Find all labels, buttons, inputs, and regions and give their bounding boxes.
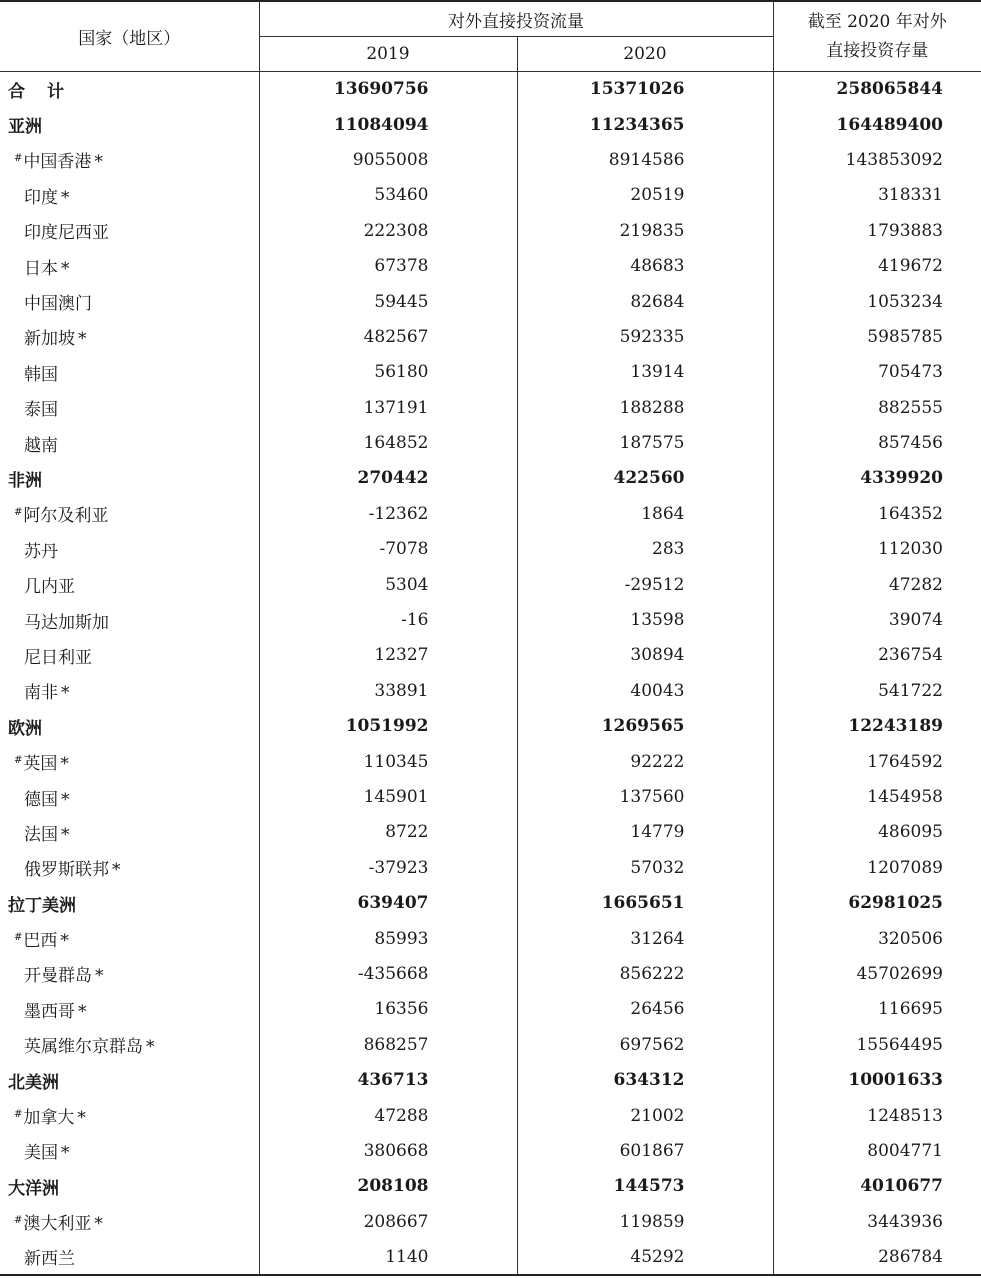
country-name-cell — [0, 744, 259, 779]
stock-value-cell: 112030 — [878, 539, 943, 560]
table-row — [0, 815, 981, 850]
value-2019-cell: 380668 — [259, 1133, 517, 1168]
table-row — [0, 638, 981, 673]
star-mark: * — [61, 1143, 70, 1164]
stock-value-cell: 45702699 — [856, 963, 943, 984]
country-name: 亚洲 — [8, 117, 42, 138]
stock-value-cell: 4010677 — [860, 1176, 943, 1197]
stock-value-cell: 12243189 — [848, 716, 943, 737]
star-mark: * — [61, 258, 70, 279]
value-2020-cell: 8914586 — [517, 142, 773, 177]
table-row — [0, 1098, 981, 1133]
value-2020-cell: 13914 — [517, 355, 773, 390]
country-name-cell — [0, 1169, 259, 1204]
hash-mark: # — [14, 153, 23, 165]
value-2019-cell: 270442 — [259, 461, 517, 496]
country-name: 印度尼西亚 — [24, 223, 109, 244]
country-name-cell — [0, 72, 259, 107]
value-2020-cell: 697562 — [517, 1027, 773, 1062]
country-name-cell — [0, 425, 259, 460]
value-2020-cell: 40043 — [517, 673, 773, 708]
value-2020-cell: 119859 — [517, 1204, 773, 1239]
table-row — [0, 673, 981, 708]
country-name: 英国 — [23, 754, 58, 775]
country-name: 欧洲 — [8, 718, 42, 739]
table-row — [0, 319, 981, 354]
country-name-cell — [0, 1062, 259, 1097]
table-row — [0, 72, 981, 107]
country-name: 加拿大 — [23, 1108, 75, 1129]
value-2019-cell: -12362 — [259, 496, 517, 531]
country-name: 马达加斯加 — [24, 612, 109, 633]
hash-mark: # — [14, 932, 23, 944]
value-2019-cell: 145901 — [259, 779, 517, 814]
country-name: 合计 — [8, 81, 86, 102]
stock-value-cell: 8004771 — [867, 1140, 943, 1161]
country-name-cell — [0, 1098, 259, 1133]
value-2020-cell: 1665651 — [517, 885, 773, 920]
country-name-cell — [0, 178, 259, 213]
value-2020-cell: 188288 — [517, 390, 773, 425]
country-name: 英属维尔京群岛 — [24, 1037, 143, 1058]
stock-value-cell: 3443936 — [867, 1211, 943, 1232]
country-name: 阿尔及利亚 — [23, 506, 109, 527]
star-mark: * — [78, 329, 87, 350]
country-name-cell — [0, 567, 259, 602]
stock-value-cell: 1053234 — [867, 291, 943, 312]
value-2020-cell: 21002 — [517, 1098, 773, 1133]
country-name: 德国 — [24, 789, 58, 810]
country-name: 韩国 — [24, 364, 58, 385]
value-2019-cell: -16 — [259, 602, 517, 637]
value-2020-cell: 45292 — [517, 1239, 773, 1274]
country-name: 日本 — [24, 258, 58, 279]
country-name-cell — [0, 885, 259, 920]
value-2019-cell: 8722 — [259, 815, 517, 850]
country-name-cell — [0, 319, 259, 354]
country-name-cell — [0, 142, 259, 177]
stock-value-cell: 486095 — [878, 822, 943, 843]
value-2019-cell: 85993 — [259, 921, 517, 956]
value-2020-cell: 57032 — [517, 850, 773, 885]
star-mark: * — [61, 824, 70, 845]
star-mark: * — [61, 187, 70, 208]
country-name: 澳大利亚 — [23, 1214, 92, 1235]
value-2019-cell: 12327 — [259, 638, 517, 673]
table-row — [0, 709, 981, 744]
country-name: 墨西哥 — [24, 1001, 75, 1022]
star-mark: * — [61, 683, 70, 704]
stock-value-cell: 164352 — [878, 503, 943, 524]
country-name-cell — [0, 638, 259, 673]
table-row — [0, 992, 981, 1027]
stock-value-cell: 164489400 — [836, 114, 943, 135]
stock-value-cell: 318331 — [878, 185, 943, 206]
value-2020-cell: 856222 — [517, 956, 773, 991]
stock-value-cell: 1454958 — [867, 787, 943, 807]
star-mark: * — [78, 1001, 87, 1022]
country-name-cell — [0, 921, 259, 956]
stock-header-line2: 直接投资存量 — [826, 40, 929, 61]
country-name: 巴西 — [23, 931, 58, 952]
table-row — [0, 1133, 981, 1168]
stock-value-cell: 1207089 — [867, 857, 943, 878]
table-body — [0, 72, 981, 1275]
value-2019-cell: 9055008 — [259, 142, 517, 177]
stock-value-cell: 236754 — [878, 645, 943, 666]
country-name-cell — [0, 355, 259, 390]
stock-value-cell: 143853092 — [845, 149, 943, 170]
stock-value-cell: 1248513 — [867, 1105, 943, 1126]
stock-value-cell: 882555 — [878, 397, 943, 418]
star-mark: * — [60, 931, 69, 952]
value-2020-cell: 14779 — [517, 815, 773, 850]
value-2019-cell: 208667 — [259, 1204, 517, 1239]
country-name-cell — [0, 709, 259, 744]
stock-value-cell: 258065844 — [836, 79, 943, 100]
table-row — [0, 602, 981, 637]
star-mark: * — [146, 1037, 155, 1058]
country-name-cell — [0, 992, 259, 1027]
country-name: 北美洲 — [8, 1072, 59, 1093]
year-2019-header: 2019 — [259, 37, 517, 72]
stock-column-header — [773, 1, 981, 72]
stock-value-cell: 857456 — [878, 433, 943, 454]
country-name: 泰国 — [24, 400, 58, 421]
country-name: 法国 — [24, 824, 58, 845]
value-2020-cell: 13598 — [517, 602, 773, 637]
value-2019-cell: 16356 — [259, 992, 517, 1027]
table-row — [0, 284, 981, 319]
stock-header-line1: 截至 2020 年对外 — [807, 11, 947, 32]
value-2020-cell: 82684 — [517, 284, 773, 319]
hash-mark: # — [14, 507, 23, 519]
country-name: 苏丹 — [24, 541, 58, 562]
value-2020-cell: -29512 — [517, 567, 773, 602]
country-name: 中国香港 — [23, 152, 92, 173]
country-name: 美国 — [24, 1143, 58, 1164]
country-name: 南非 — [24, 683, 58, 704]
star-mark: * — [60, 754, 69, 775]
value-2020-cell: 20519 — [517, 178, 773, 213]
country-name-cell — [0, 779, 259, 814]
value-2020-cell: 15371026 — [517, 72, 773, 107]
value-2019-cell: 5304 — [259, 567, 517, 602]
value-2019-cell: 53460 — [259, 178, 517, 213]
country-name-cell — [0, 673, 259, 708]
country-column-header: 国家（地区） — [0, 1, 259, 72]
hash-mark: # — [14, 755, 23, 767]
country-name-cell — [0, 850, 259, 885]
country-name-cell — [0, 496, 259, 531]
country-name-cell — [0, 1204, 259, 1239]
value-2019-cell: 33891 — [259, 673, 517, 708]
table-row — [0, 425, 981, 460]
stock-value-cell: 15564495 — [856, 1034, 943, 1055]
stock-value-cell: 320506 — [878, 928, 943, 949]
country-name-cell — [0, 213, 259, 248]
year-2020-header: 2020 — [517, 37, 773, 72]
star-mark: * — [94, 152, 103, 173]
stock-value-cell: 62981025 — [848, 893, 943, 914]
stock-value-cell: 47282 — [888, 574, 943, 595]
stock-value-cell: 286784 — [878, 1246, 943, 1267]
value-2020-cell: 137560 — [517, 779, 773, 814]
value-2020-cell: 31264 — [517, 921, 773, 956]
value-2019-cell: 1051992 — [259, 709, 517, 744]
value-2019-cell: 59445 — [259, 284, 517, 319]
country-name: 大洋洲 — [8, 1178, 59, 1199]
stock-value-cell: 705473 — [878, 362, 943, 383]
country-name-cell — [0, 1239, 259, 1274]
star-mark: * — [112, 860, 121, 881]
value-2019-cell: 482567 — [259, 319, 517, 354]
country-name-cell — [0, 107, 259, 142]
star-mark: * — [95, 966, 104, 987]
country-name-cell — [0, 390, 259, 425]
value-2019-cell: 1140 — [259, 1239, 517, 1274]
country-name: 尼日利亚 — [24, 647, 92, 668]
country-name-cell — [0, 1027, 259, 1062]
country-name-cell — [0, 602, 259, 637]
stock-value-cell: 116695 — [878, 999, 943, 1020]
value-2020-cell: 26456 — [517, 992, 773, 1027]
value-2020-cell: 30894 — [517, 638, 773, 673]
table-row — [0, 248, 981, 283]
value-2020-cell: 634312 — [517, 1062, 773, 1097]
stock-value-cell: 5985785 — [867, 326, 943, 347]
country-name-cell — [0, 815, 259, 850]
table-row — [0, 461, 981, 496]
table-row — [0, 178, 981, 213]
table-row — [0, 1204, 981, 1239]
value-2019-cell: 868257 — [259, 1027, 517, 1062]
value-2020-cell: 601867 — [517, 1133, 773, 1168]
hash-mark: # — [14, 1109, 23, 1121]
value-2019-cell: 137191 — [259, 390, 517, 425]
value-2019-cell: -37923 — [259, 850, 517, 885]
country-name-cell — [0, 1133, 259, 1168]
country-name-cell — [0, 461, 259, 496]
value-2019-cell: -435668 — [259, 956, 517, 991]
value-2020-cell: 1864 — [517, 496, 773, 531]
country-name: 非洲 — [8, 470, 42, 491]
table-row — [0, 107, 981, 142]
table-row — [0, 1239, 981, 1274]
country-name: 印度 — [24, 187, 58, 208]
table-row — [0, 1027, 981, 1062]
value-2020-cell: 92222 — [517, 744, 773, 779]
value-2019-cell: 222308 — [259, 213, 517, 248]
stock-value-cell: 39074 — [888, 610, 943, 631]
country-name: 新加坡 — [24, 329, 75, 350]
country-name: 中国澳门 — [24, 294, 92, 315]
stock-value-cell: 419672 — [878, 256, 943, 277]
table-row — [0, 213, 981, 248]
value-2019-cell: -7078 — [259, 532, 517, 567]
value-2019-cell: 639407 — [259, 885, 517, 920]
value-2020-cell: 144573 — [517, 1169, 773, 1204]
value-2020-cell: 219835 — [517, 213, 773, 248]
table-row — [0, 1169, 981, 1204]
value-2019-cell: 67378 — [259, 248, 517, 283]
table-row — [0, 496, 981, 531]
table-row — [0, 744, 981, 779]
star-mark: * — [77, 1108, 86, 1129]
stock-value-cell: 4339920 — [860, 468, 943, 489]
value-2020-cell: 187575 — [517, 425, 773, 460]
value-2019-cell: 110345 — [259, 744, 517, 779]
value-2019-cell: 11084094 — [259, 107, 517, 142]
country-name: 越南 — [24, 435, 58, 456]
value-2020-cell: 11234365 — [517, 107, 773, 142]
table-row — [0, 921, 981, 956]
stock-value-cell: 1793883 — [867, 220, 943, 241]
table-row — [0, 1062, 981, 1097]
table-row — [0, 956, 981, 991]
star-mark: * — [61, 789, 70, 810]
table-row — [0, 567, 981, 602]
country-name: 几内亚 — [24, 577, 75, 598]
value-2019-cell: 208108 — [259, 1169, 517, 1204]
country-name: 拉丁美洲 — [8, 895, 76, 916]
value-2019-cell: 56180 — [259, 355, 517, 390]
table-row — [0, 779, 981, 814]
stock-value-cell: 541722 — [878, 680, 943, 701]
value-2020-cell: 1269565 — [517, 709, 773, 744]
table-row — [0, 355, 981, 390]
value-2020-cell: 422560 — [517, 461, 773, 496]
country-name-cell — [0, 956, 259, 991]
table-row — [0, 850, 981, 885]
value-2019-cell: 13690756 — [259, 72, 517, 107]
table-row — [0, 390, 981, 425]
value-2020-cell: 592335 — [517, 319, 773, 354]
value-2019-cell: 164852 — [259, 425, 517, 460]
country-name: 开曼群岛 — [24, 966, 92, 987]
country-name-cell — [0, 284, 259, 319]
value-2019-cell: 436713 — [259, 1062, 517, 1097]
country-name: 俄罗斯联邦 — [24, 860, 109, 881]
table-row — [0, 532, 981, 567]
country-name: 新西兰 — [24, 1249, 75, 1270]
hash-mark: # — [14, 1215, 23, 1227]
stock-value-cell: 10001633 — [848, 1070, 943, 1091]
flow-column-header: 对外直接投资流量 — [259, 1, 773, 37]
value-2019-cell: 47288 — [259, 1098, 517, 1133]
country-name-cell — [0, 532, 259, 567]
stock-value-cell: 1764592 — [867, 751, 943, 772]
table-row — [0, 885, 981, 920]
star-mark: * — [94, 1214, 103, 1235]
country-name-cell — [0, 248, 259, 283]
value-2020-cell: 48683 — [517, 248, 773, 283]
table-row — [0, 142, 981, 177]
table-header — [0, 1, 981, 72]
value-2020-cell: 283 — [517, 532, 773, 567]
